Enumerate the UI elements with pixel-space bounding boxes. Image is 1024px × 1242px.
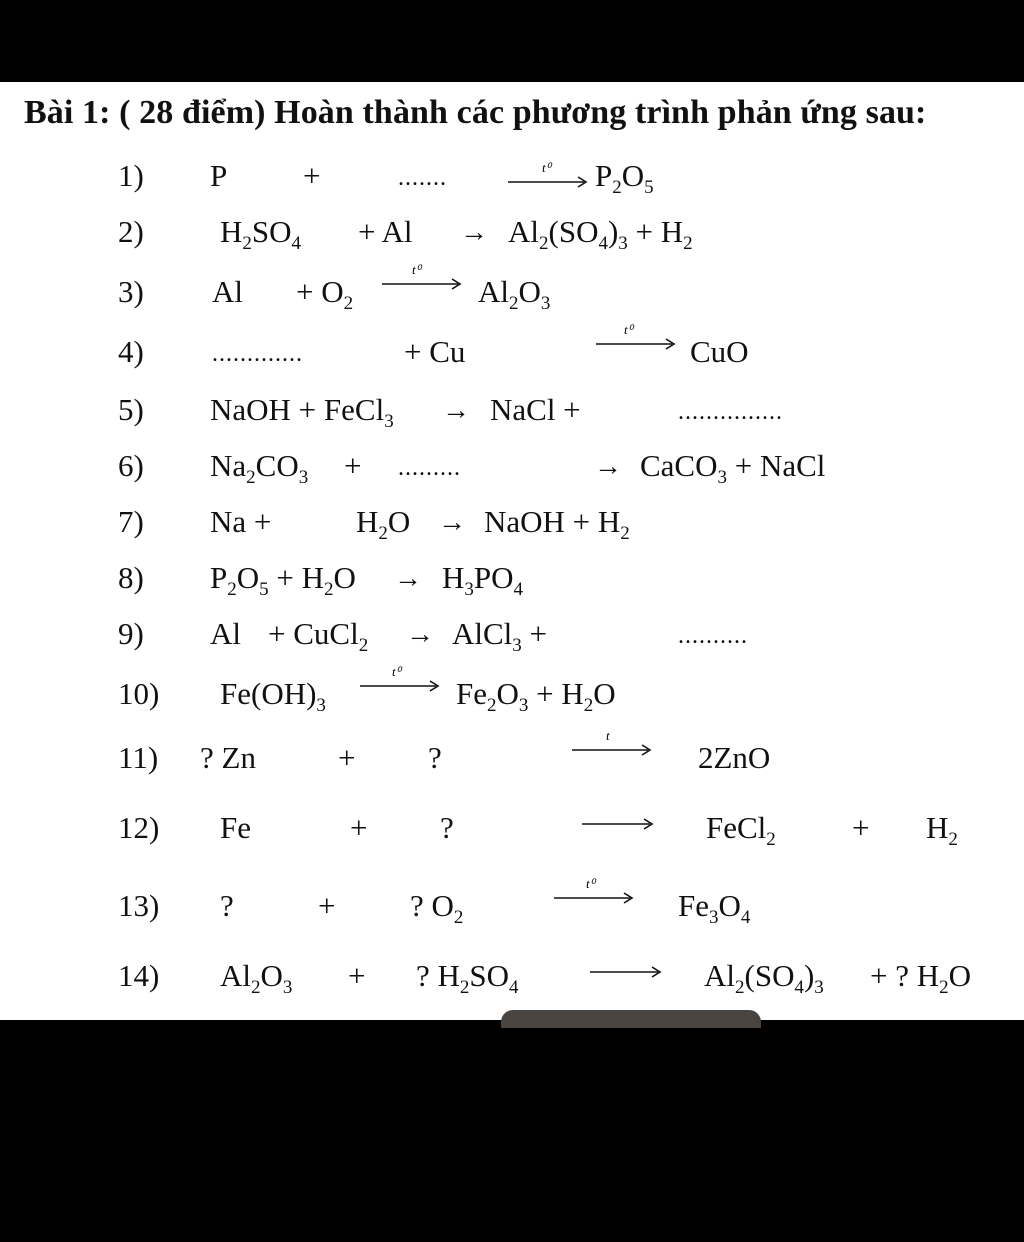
plus-sign: + — [338, 740, 356, 775]
equation-number: 8) — [118, 560, 144, 595]
reactant: $P_2O_5 + H_2O$ — [210, 560, 356, 600]
equation-7 — [0, 506, 1024, 566]
arrow — [582, 804, 662, 840]
equation-1 — [0, 160, 1024, 220]
plus-sign: + — [344, 448, 362, 483]
blank: ....... — [398, 165, 447, 191]
product: AlCl$_3$ + — [452, 616, 548, 656]
arrow — [590, 952, 670, 988]
equation-number: 10) — [118, 676, 160, 711]
blank: ............... — [678, 399, 783, 425]
equation-number: 2) — [118, 214, 144, 249]
reactant: ? $H_2SO_4$ — [416, 958, 519, 998]
plus-sign: + — [348, 958, 366, 993]
equation-number: 12) — [118, 810, 160, 845]
blank: .......... — [678, 623, 748, 649]
plus-sign: + — [852, 810, 870, 845]
document-page — [0, 82, 1024, 1020]
product: 2ZnO — [698, 740, 771, 775]
reactant: $Fe(OH)_3$ — [220, 676, 326, 716]
plus-sign: + — [318, 888, 336, 923]
product: CaCO$_3$ + NaCl — [640, 448, 826, 488]
scroll-handle[interactable] — [501, 1010, 761, 1028]
reactant: Na + — [210, 504, 272, 539]
reactant: + Al — [358, 214, 413, 249]
heat-arrow — [554, 878, 634, 914]
equation-9 — [0, 618, 1024, 678]
plus-sign: + — [303, 158, 321, 193]
reactant: + Cu — [404, 334, 466, 369]
reactant: Al — [210, 616, 241, 651]
heat-arrow — [382, 264, 462, 300]
equation-number: 13) — [118, 888, 160, 923]
reactant: Fe — [220, 810, 251, 845]
equation-5 — [0, 394, 1024, 454]
product: + ? $H_2O$ — [870, 958, 972, 998]
heat-label: t — [606, 728, 610, 743]
reactant: $Na_2CO_3$ — [210, 448, 309, 488]
product: $Fe_3O_4$ — [678, 888, 751, 928]
equation-6 — [0, 450, 1024, 510]
heat-arrow — [508, 162, 588, 198]
reactant: NaOH + FeCl$_3$ — [210, 392, 394, 432]
equation-3 — [0, 262, 1024, 336]
blank: ............. — [212, 341, 303, 367]
reactant: $H_2O$ — [356, 504, 411, 544]
heat-label: t⁰ — [392, 664, 401, 679]
equation-13 — [0, 876, 1024, 950]
product: NaOH + $H_2$ — [484, 504, 630, 544]
plus-sign: + — [350, 810, 368, 845]
equation-number: 5) — [118, 392, 144, 427]
product: $Al_2(SO_4)_3 + H_2$ — [508, 214, 693, 254]
reactant: + CuCl$_2$ — [268, 616, 369, 656]
equation-2 — [0, 216, 1024, 276]
reactant: P — [210, 158, 228, 193]
heat-arrow — [360, 666, 440, 702]
reactant: ? $O_2$ — [410, 888, 464, 928]
unknown: ? — [428, 740, 442, 775]
heat-label: t⁰ — [586, 876, 595, 891]
equation-12 — [0, 812, 1024, 872]
heat-label: t⁰ — [412, 262, 421, 277]
product: $H_3PO_4$ — [442, 560, 524, 600]
equation-number: 7) — [118, 504, 144, 539]
unknown: ? — [440, 810, 454, 845]
arrow: → — [438, 507, 466, 538]
equation-number: 1) — [118, 158, 144, 193]
equation-number: 6) — [118, 448, 144, 483]
equation-4 — [0, 322, 1024, 396]
product: NaCl + — [490, 392, 581, 427]
unknown: ? — [220, 888, 234, 923]
product: $H_2$ — [926, 810, 958, 850]
arrow: → — [442, 395, 470, 426]
equation-number: 14) — [118, 958, 160, 993]
equation-11 — [0, 728, 1024, 802]
heat-label: t⁰ — [542, 160, 551, 175]
product: $Al_2(SO_4)_3$ — [704, 958, 824, 998]
heat-label: t⁰ — [624, 322, 633, 337]
equation-8 — [0, 562, 1024, 622]
reactant: Al — [212, 274, 243, 309]
exercise-title: Bài 1: ( 28 điểm) Hoàn thành các phương trình phản ứng sau: — [24, 94, 927, 131]
product: $Al_2O_3$ — [478, 274, 551, 314]
reactant: $Al_2O_3$ — [220, 958, 293, 998]
blank: ......... — [398, 455, 461, 481]
arrow: → — [460, 217, 488, 248]
arrow: → — [406, 619, 434, 650]
equation-10 — [0, 664, 1024, 738]
product: $Fe_2O_3 + H_2O$ — [456, 676, 616, 716]
product: $P_2O_5$ — [595, 158, 654, 198]
product: FeCl$_2$ — [706, 810, 776, 850]
equation-number: 11) — [118, 740, 159, 775]
equation-number: 4) — [118, 334, 144, 369]
equation-number: 3) — [118, 274, 144, 309]
reactant: $H_2SO_4$ — [220, 214, 302, 254]
equation-number: 9) — [118, 616, 144, 651]
heat-arrow — [572, 730, 652, 766]
arrow: → — [594, 451, 622, 482]
reactant: ? Zn — [200, 740, 256, 775]
reactant: + $O_2$ — [296, 274, 354, 314]
arrow: → — [394, 563, 422, 594]
heat-arrow — [596, 324, 676, 360]
product: CuO — [690, 334, 749, 369]
